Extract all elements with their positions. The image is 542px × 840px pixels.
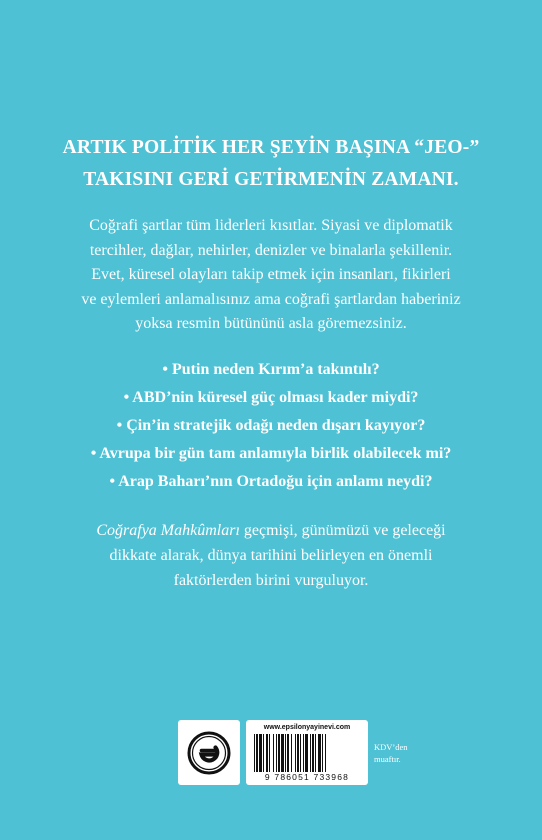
barcode-bar — [325, 734, 326, 772]
intro-line: yoksa resmin bütününü asla göremezsiniz. — [135, 315, 407, 332]
barcode-box — [246, 720, 368, 785]
barcode-bar — [291, 734, 292, 772]
headline — [0, 132, 542, 196]
closing-line-1 — [0, 518, 542, 543]
kdv-note — [374, 741, 408, 765]
book-title: Coğrafya Mahkûmları — [96, 522, 240, 539]
barcode-bar — [273, 734, 274, 772]
intro-paragraph — [0, 214, 542, 337]
barcode-bar — [303, 734, 304, 772]
closing-line-2: dikkate alarak, dünya tarihini belirleyen en önemli — [109, 547, 433, 564]
intro-line: ve eylemleri anlamalısınız ama coğrafi şartlardan haberiniz — [81, 290, 461, 308]
barcode-bar — [256, 734, 258, 772]
headline-line-2: TAKISINI GERİ GETİRMENİN ZAMANI. — [83, 169, 459, 190]
barcode-bar — [297, 734, 299, 772]
list-item: • Putin neden Kırım’a takıntılı? — [162, 361, 380, 378]
intro-line: Coğrafi şartlar tüm liderleri kısıtlar. Siyasi ve diplomatik — [89, 217, 453, 234]
barcode-bar — [305, 734, 308, 772]
question-list — [0, 356, 542, 496]
publisher-logo-box — [178, 720, 240, 785]
barcode-bar — [312, 734, 314, 772]
barcode-bar — [278, 734, 280, 772]
intro-line: tercihler, dağlar, nehirler, denizler ve binalarla şekillenir. — [89, 241, 453, 259]
barcode-bar — [287, 734, 289, 772]
kdv-line-1: KDV’den — [374, 742, 408, 752]
epsilon-logo-icon — [186, 730, 232, 776]
publisher-url: www.epsilonyayinevi.com — [263, 724, 351, 731]
barcode-bar — [295, 734, 296, 772]
barcode-bar — [310, 734, 311, 772]
barcode-bar — [269, 734, 270, 772]
closing-paragraph — [0, 518, 542, 593]
barcode-bar — [285, 734, 286, 772]
kdv-line-2: muaftır. — [374, 754, 401, 764]
list-item: • Çin’in stratejik odağı neden dışarı kayıyor? — [116, 417, 426, 434]
barcode-bar — [315, 734, 316, 772]
closing-line-3: faktörlerden birini vurguluyor. — [173, 572, 369, 589]
barcode-bar — [266, 734, 268, 772]
barcode-image — [254, 734, 360, 772]
list-item: • Arap Baharı’nın Ortadoğu için anlamı neydi? — [109, 473, 433, 490]
barcode-bar — [281, 734, 284, 772]
barcode-bar — [300, 734, 301, 772]
barcode-bar — [263, 734, 264, 772]
barcode-bar — [318, 734, 321, 772]
barcode-bar — [254, 734, 255, 772]
list-item: • ABD’nin küresel güç olması kader miydi? — [123, 389, 419, 406]
intro-line: Evet, küresel olayları takip etmek için insanları, fikirleri — [91, 266, 451, 283]
closing-line-1-rest: geçmişi, günümüzü ve geleceği — [239, 522, 446, 539]
headline-line-1: ARTIK POLİTİK HER ŞEYİN BAŞINA “JEO-” — [62, 137, 480, 158]
barcode-bar — [276, 734, 277, 772]
barcode-bar — [322, 734, 323, 772]
list-item: • Avrupa bir gün tam anlamıyla birlik olabilecek mi? — [90, 445, 452, 462]
isbn-number: 9 786051 733968 — [264, 772, 350, 782]
barcode-bar — [259, 734, 262, 772]
